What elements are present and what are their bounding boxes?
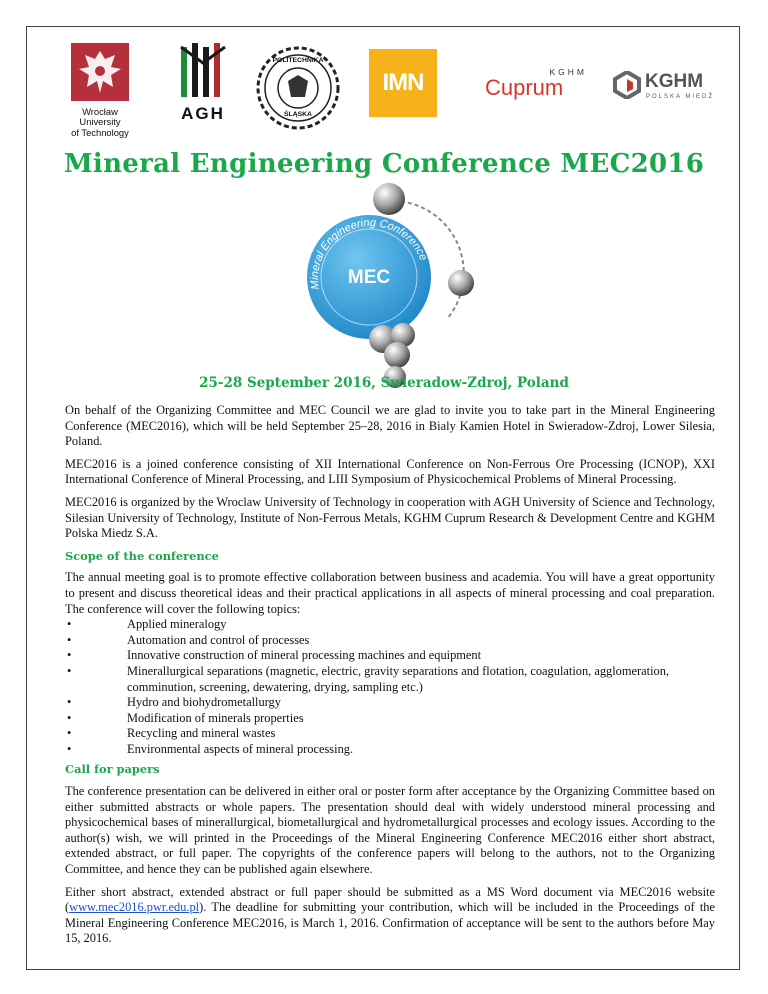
scope-paragraph: The annual meeting goal is to promote effective collaboration between business and academia. You will have a great opportunity to present and discuss theoretical ideas and their practical applications in all aspects of mineral processing and coal preparation. The conference will cover the following topics: (65, 570, 715, 616)
intro-paragraph-1: On behalf of the Organizing Committee and MEC Council we are glad to invite you to take part in the Mineral Engineering Conference (MEC2016), which will be held September 25–28, 2016 in Bialy Kamien Hotel in Swieradow-Zdroj, Lower Silesia, Poland. (65, 403, 715, 449)
bullet-icon: • (67, 710, 72, 725)
bullet-icon: • (67, 741, 72, 756)
emblem-arc-text: Mineral Engineering Conference (308, 216, 430, 291)
cuprum-kghm-text: KGHM (549, 67, 587, 77)
intro-paragraph-3: MEC2016 is organized by the Wroclaw University of Technology in cooperation with AGH University of Science and Technology, Silesian University of Technology, Institute of Non-Ferrous Metals, KGHM Cuprum Research & Development Centre and KGHM Polska Miedz S.A. (65, 494, 715, 541)
call-paragraph-1: The conference presentation can be delivered in either oral or poster form after acceptance by the Organizing Committee based on either submitted abstracts or whole papers. The presentation should deal with widely understood mineral processing and physicochemical bases of minerallurgical, biometallurgical and hydrometallurgical processes and ecology issues. According to the author(s) wish, we will printed in the Proceedings of the Mineral Engineering Conference MEC2016 either short abstract, extended abstract, or full paper. The copyrights of the conference papers will belong to the authors, not to the Organizing Committee, and hence they can be published again elsewhere. (65, 784, 715, 877)
mec-emblem (277, 179, 477, 389)
call-paragraph-2: Either short abstract, extended abstract or full paper should be submitted as a MS Word document via MEC2016 website (www.mec2016.pwr.edu.pl). The deadline for submitting your contribution, which will be included in the Proceedings of the Mineral Engineering Conference MEC2016, is March 1, 2016. Confirmation of acceptance will be sent to the authors before May 15, 2016. (65, 884, 715, 946)
intro-paragraph-2: MEC2016 is a joined conference consisting of XII International Conference on Non-Ferrous Ore Processing (ICNOP), XXI International Conference of Mineral Processing, and LIII Symposium of Physicochemical Problems of Mineral Processing. (65, 456, 715, 487)
kghm-hexagon-icon (613, 71, 641, 99)
bullet-icon: • (67, 695, 72, 710)
emblem-center-text: MEC (347, 267, 391, 288)
polsl-top-text: POLITECHNIKA (272, 57, 324, 64)
wroclaw-line-1: Wrocław (82, 106, 118, 117)
conference-title: Mineral Engineering Conference MEC2016 (63, 149, 705, 179)
kghm-main-text: KGHM (645, 71, 704, 92)
polsl-bottom-text: ŚLĄSKA (284, 111, 312, 118)
politechnika-slaska-logo (255, 45, 341, 131)
list-item: • Hydro and biohydrometallurgy (67, 695, 281, 710)
list-item: • Minerallurgical separations (magnetic, electric, gravity separations and flotation, coagulation, agglomeration, comminution, screening, dewatering, drying, sampling etc.) (67, 663, 670, 694)
list-item: • Innovative construction of mineral processing machines and equipment (67, 648, 482, 663)
imn-logo (369, 49, 437, 117)
cuprum-main-text: Cuprum (485, 75, 564, 100)
scope-heading: Scope of the conference (65, 548, 219, 563)
agh-text: AGH (181, 104, 225, 123)
bullet-icon: • (67, 632, 72, 647)
list-item: • Modification of minerals properties (67, 710, 304, 725)
wroclaw-eagle-icon (67, 43, 145, 101)
topics-list (65, 617, 715, 757)
list-item: • Environmental aspects of mineral processing. (67, 741, 354, 756)
wroclaw-line-3: of Technology (71, 126, 129, 138)
kghm-logo (613, 71, 733, 111)
bullet-icon: • (67, 663, 72, 678)
wroclaw-logo (67, 43, 145, 143)
page-frame (26, 26, 740, 970)
wroclaw-line-2: University (79, 116, 121, 128)
invitation-body (65, 403, 715, 954)
list-item: • Automation and control of processes (67, 632, 310, 647)
sponsor-logos (27, 27, 741, 137)
bullet-icon: • (67, 648, 72, 663)
list-item: • Applied mineralogy (67, 617, 227, 632)
list-item: • Recycling and mineral wastes (67, 726, 276, 741)
cuprum-logo (485, 67, 595, 107)
kghm-sub-text: POLSKA MIEDŹ (646, 94, 715, 100)
call-heading: Call for papers (65, 762, 160, 777)
conference-dates: 25-28 September 2016, Swieradow-Zdroj, Poland (199, 375, 569, 391)
imn-text: IMN (382, 69, 424, 96)
agh-emblem-icon (175, 41, 231, 101)
bullet-icon: • (67, 726, 72, 741)
website-link[interactable]: www.mec2016.pwr.edu.pl (69, 900, 200, 915)
bullet-icon: • (67, 617, 72, 632)
agh-logo (175, 41, 231, 127)
